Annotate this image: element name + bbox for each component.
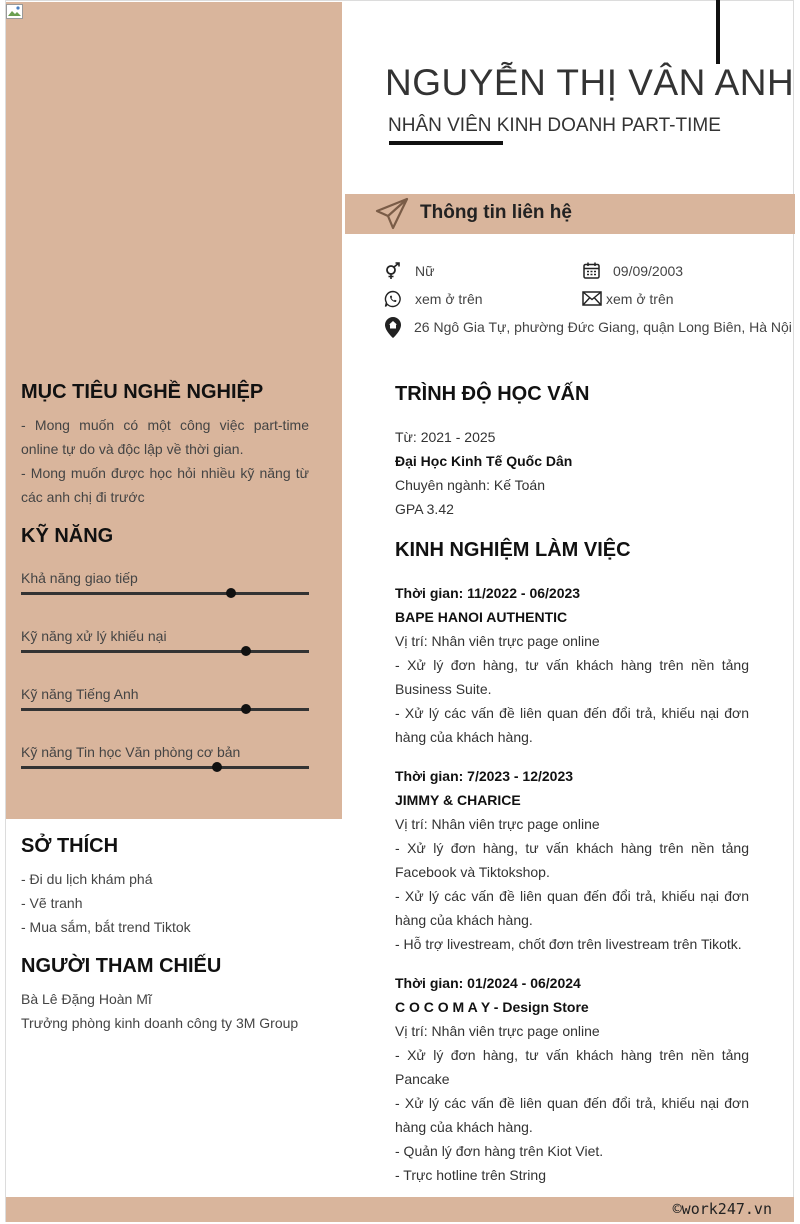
skills-title: KỸ NĂNG: [21, 525, 114, 547]
job-task: - Trực hotline trên String: [395, 1167, 546, 1183]
job-task: - Quản lý đơn hàng trên Kiot Viet.: [395, 1143, 604, 1159]
role-underline: [389, 141, 503, 145]
job-time: Thời gian: 11/2022 - 06/2023: [395, 585, 581, 601]
skill-level-marker: [241, 704, 251, 714]
skill-item: [21, 686, 309, 702]
skill-item: [21, 744, 309, 760]
birthday-value: 09/09/2003: [613, 263, 684, 279]
gender-icon: [384, 262, 402, 280]
skill-label: Khả năng giao tiếp: [21, 570, 138, 586]
decorative-vertical-line: [716, 0, 720, 64]
footer-bar: [6, 1197, 794, 1222]
job-task: - Xử lý các vấn đề liên quan đến đổi trả, khiếu nại đơn hàng của khách hàng.: [395, 888, 749, 928]
job-position: Vị trí: Nhân viên trực page online: [395, 633, 600, 649]
education-details: [395, 425, 749, 521]
job-task: - Hỗ trợ livestream, chốt đơn trên livestream trên Tikotk.: [395, 936, 742, 952]
skill-level-marker: [212, 762, 222, 772]
job-time: Thời gian: 7/2023 - 12/2023: [395, 768, 574, 784]
experience-list: [395, 581, 749, 1187]
job-entry: [395, 581, 749, 749]
job-position: Vị trí: Nhân viên trực page online: [395, 816, 600, 832]
candidate-name: NGUYỄN THỊ VÂN ANH: [385, 62, 795, 103]
education-period: Từ: 2021 - 2025: [395, 429, 496, 445]
whatsapp-phone-icon: [384, 290, 402, 308]
copyright-text: ©work247.vn: [672, 1200, 772, 1218]
objective-text: [21, 413, 309, 509]
calendar-icon: [583, 262, 600, 279]
email-value: xem ở trên: [606, 291, 674, 307]
job-company: C O C O M A Y - Design Store: [395, 999, 589, 1015]
job-task: - Xử lý đơn hàng, tư vấn khách hàng trên nền tảng Pancake: [395, 1047, 749, 1087]
job-company: BAPE HANOI AUTHENTIC: [395, 609, 568, 625]
job-time: Thời gian: 01/2024 - 06/2024: [395, 975, 581, 991]
contact-section-header: [345, 194, 795, 234]
contact-section-title: Thông tin liên hệ: [420, 202, 572, 223]
job-task: - Xử lý các vấn đề liên quan đến đổi trả, khiếu nại đơn hàng của khách hàng.: [395, 705, 749, 745]
skill-label: Kỹ năng xử lý khiếu nại: [21, 628, 167, 644]
skill-track: [21, 592, 309, 595]
reference-position: Trưởng phòng kinh doanh công ty 3M Group: [21, 1015, 299, 1031]
gender-value: Nữ: [415, 263, 435, 279]
hobby-item: - Vẽ tranh: [21, 895, 83, 911]
hobby-item: - Mua sắm, bắt trend Tiktok: [21, 919, 191, 935]
education-title: TRÌNH ĐỘ HỌC VẤN: [395, 383, 590, 405]
job-task: - Xử lý đơn hàng, tư vấn khách hàng trên nền tảng Business Suite.: [395, 657, 749, 697]
candidate-role: NHÂN VIÊN KINH DOANH PART-TIME: [388, 115, 721, 136]
profile-photo: [6, 2, 342, 367]
skill-label: Kỹ năng Tiếng Anh: [21, 686, 139, 702]
hobbies-list: [21, 867, 191, 939]
education-major: Chuyên ngành: Kế Toán: [395, 477, 545, 493]
location-pin-icon: [384, 316, 402, 339]
skill-item: [21, 628, 309, 644]
skill-label: Kỹ năng Tin học Văn phòng cơ bản: [21, 744, 241, 760]
education-school: Đại Học Kinh Tế Quốc Dân: [395, 453, 573, 469]
email-icon: [582, 291, 602, 306]
objective-title: MỤC TIÊU NGHỀ NGHIỆP: [21, 381, 264, 403]
education-gpa: GPA 3.42: [395, 501, 454, 517]
objective-line: - Mong muốn có một công việc part-time online tự do và độc lập về thời gian.: [21, 417, 309, 457]
objective-line: - Mong muốn được học hỏi nhiều kỹ năng từ các anh chị đi trước: [21, 465, 309, 505]
job-task: - Xử lý các vấn đề liên quan đến đổi trả, khiếu nại đơn hàng của khách hàng.: [395, 1095, 749, 1135]
address-value: 26 Ngô Gia Tự, phường Đức Giang, quận Long Biên, Hà Nội: [414, 319, 792, 335]
skill-item: [21, 570, 309, 586]
job-task: - Xử lý đơn hàng, tư vấn khách hàng trên nền tảng Facebook và Tiktokshop.: [395, 840, 749, 880]
job-position: Vị trí: Nhân viên trực page online: [395, 1023, 600, 1039]
phone-value: xem ở trên: [415, 291, 483, 307]
job-entry: [395, 971, 749, 1187]
skill-track: [21, 650, 309, 653]
references-title: NGƯỜI THAM CHIẾU: [21, 955, 222, 977]
job-entry: [395, 764, 749, 956]
experience-title: KINH NGHIỆM LÀM VIỆC: [395, 539, 631, 561]
reference-details: [21, 987, 298, 1035]
job-company: JIMMY & CHARICE: [395, 792, 521, 808]
hobby-item: - Đi du lịch khám phá: [21, 871, 153, 887]
skill-track: [21, 766, 309, 769]
hobbies-title: SỞ THÍCH: [21, 835, 119, 857]
skill-track: [21, 708, 309, 711]
paper-plane-icon: [375, 197, 409, 231]
skill-level-marker: [241, 646, 251, 656]
reference-name: Bà Lê Đặng Hoàn Mĩ: [21, 991, 152, 1007]
broken-image-icon: [6, 4, 23, 19]
